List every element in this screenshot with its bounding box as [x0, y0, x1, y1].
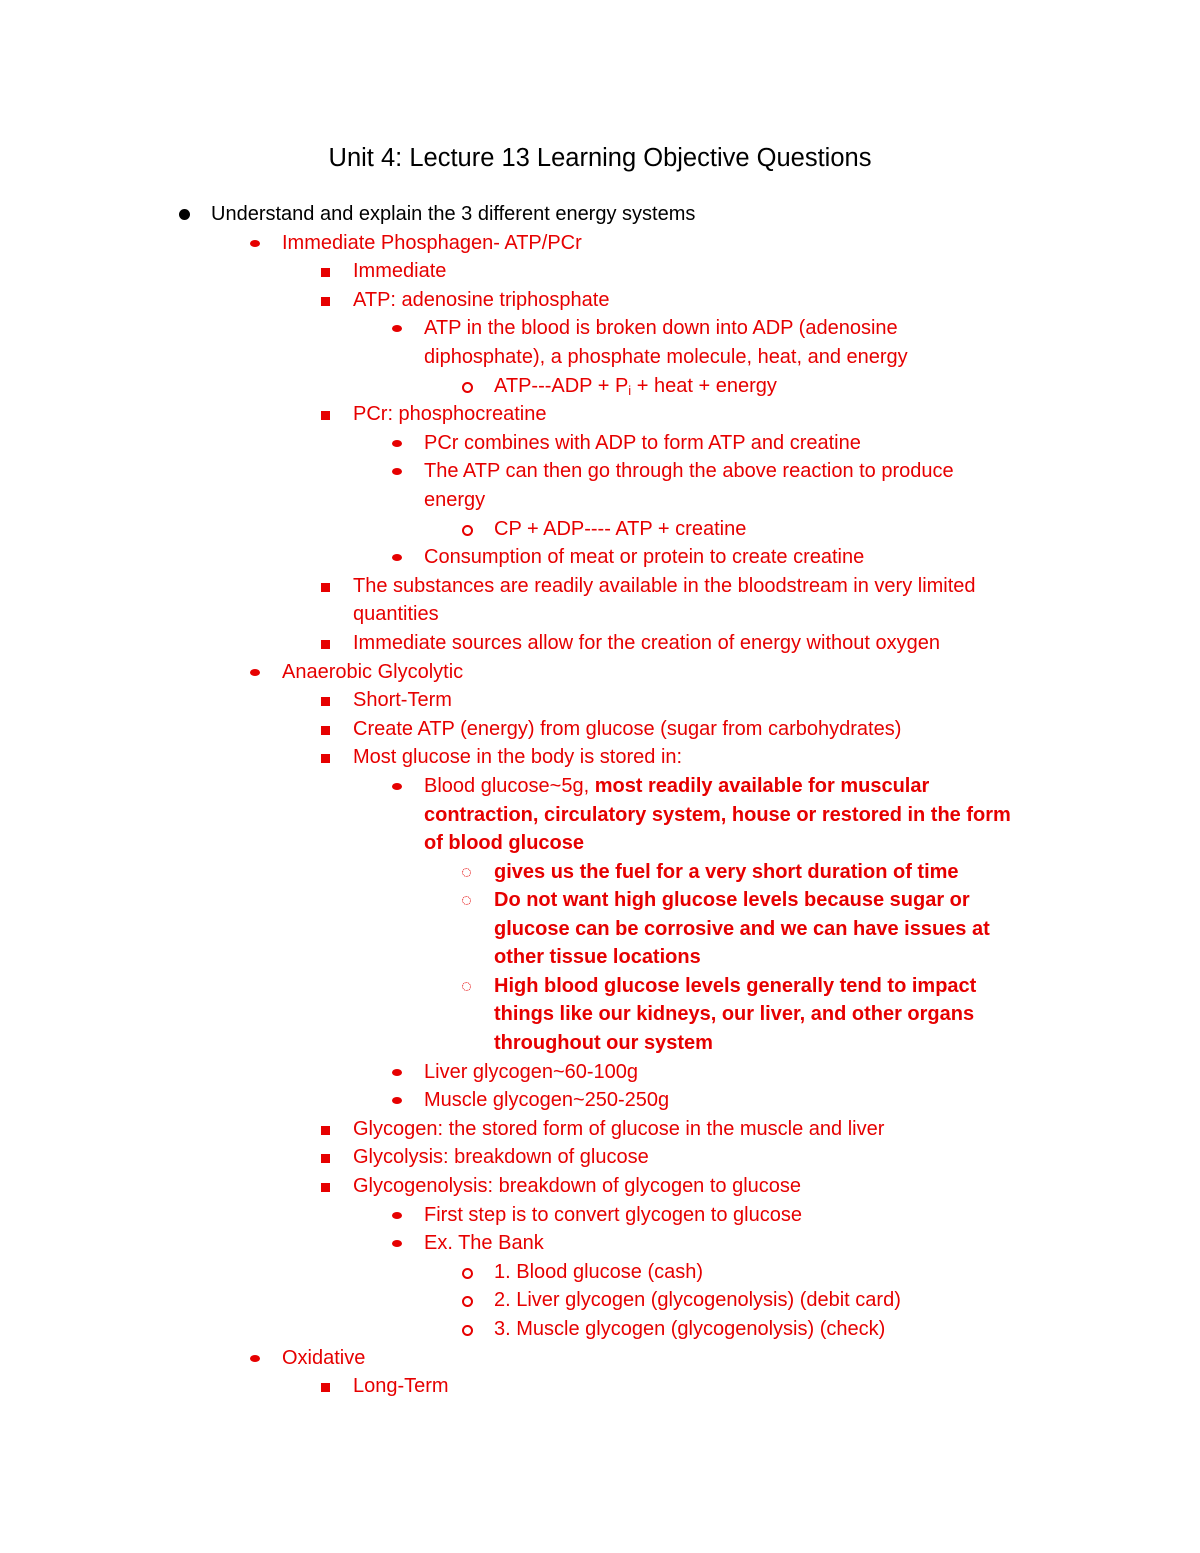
- dotted-circle-bullet-icon: [457, 886, 477, 915]
- square-bullet-icon: [316, 1115, 336, 1144]
- square-bullet-icon: [316, 572, 336, 601]
- square-bullet-icon: [316, 286, 336, 315]
- list-item: ATP in the blood is broken down into ADP (adenosine: [387, 314, 898, 343]
- list-item: First step is to convert glycogen to glucose: [387, 1201, 802, 1230]
- dot-bullet-icon: [245, 658, 265, 687]
- page-title: Unit 4: Lecture 13 Learning Objective Questions: [328, 144, 872, 172]
- list-item: 3. Muscle glycogen (glycogenolysis) (check): [457, 1315, 885, 1344]
- list-item: Glycogenolysis: breakdown of glycogen to glucose: [316, 1172, 801, 1201]
- square-bullet-icon: [316, 1143, 336, 1172]
- list-item-continuation: glucose can be corrosive and we can have issues at: [494, 918, 990, 940]
- list-item: Immediate Phosphagen- ATP/PCr: [245, 229, 582, 258]
- list-item-continuation: energy: [424, 489, 486, 511]
- square-bullet-icon: [316, 1172, 336, 1201]
- list-item-continuation: contraction, circulatory system, house or restored in the form: [424, 804, 1011, 826]
- dot-bullet-icon: [387, 772, 407, 801]
- list-item: ATP: adenosine triphosphate: [316, 286, 609, 315]
- circle-bullet-icon: [457, 372, 477, 401]
- list-item: Understand and explain the 3 different energy systems: [175, 200, 695, 229]
- dot-bullet-icon: [387, 1086, 407, 1115]
- list-item: Anaerobic Glycolytic: [245, 658, 463, 687]
- dot-bullet-icon: [387, 1058, 407, 1087]
- list-item-continuation: diphosphate), a phosphate molecule, heat, and energy: [424, 346, 908, 368]
- list-item: Oxidative: [245, 1344, 365, 1373]
- list-item: Blood glucose~5g, most readily available for muscular: [387, 772, 929, 801]
- list-item: The substances are readily available in the bloodstream in very limited: [316, 572, 976, 601]
- dot-bullet-icon: [387, 543, 407, 572]
- list-item: PCr combines with ADP to form ATP and creatine: [387, 429, 861, 458]
- dot-bullet-icon: [387, 1201, 407, 1230]
- dotted-circle-bullet-icon: [457, 858, 477, 887]
- dotted-circle-bullet-icon: [457, 972, 477, 1001]
- list-item: Muscle glycogen~250-250g: [387, 1086, 669, 1115]
- list-item: Most glucose in the body is stored in:: [316, 743, 682, 772]
- square-bullet-icon: [316, 715, 336, 744]
- square-bullet-icon: [316, 629, 336, 658]
- dot-bullet-icon: [387, 314, 407, 343]
- list-item: $ATP---ADP + P_i$ + heat + energy: [457, 372, 777, 401]
- list-item: Ex. The Bank: [387, 1229, 544, 1258]
- square-bullet-icon: [316, 400, 336, 429]
- square-bullet-icon: [316, 257, 336, 286]
- square-bullet-icon: [316, 1372, 336, 1401]
- circle-bullet-icon: [457, 1315, 477, 1344]
- list-item-continuation: throughout our system: [494, 1032, 713, 1054]
- circle-bullet-icon: [457, 515, 477, 544]
- list-item: Glycolysis: breakdown of glucose: [316, 1143, 649, 1172]
- list-item: Short-Term: [316, 686, 452, 715]
- dot-bullet-icon: [387, 429, 407, 458]
- dot-bullet-icon: [387, 1229, 407, 1258]
- list-item: CP + ADP---- ATP + creatine: [457, 515, 746, 544]
- square-bullet-icon: [316, 686, 336, 715]
- list-item-continuation: other tissue locations: [494, 946, 701, 968]
- list-item: PCr: phosphocreatine: [316, 400, 546, 429]
- list-item: High blood glucose levels generally tend to impact: [457, 972, 976, 1001]
- list-item: Create ATP (energy) from glucose (sugar from carbohydrates): [316, 715, 901, 744]
- list-item: Immediate sources allow for the creation of energy without oxygen: [316, 629, 940, 658]
- list-item: Immediate: [316, 257, 446, 286]
- list-item: Glycogen: the stored form of glucose in the muscle and liver: [316, 1115, 884, 1144]
- disc-bullet-icon: [175, 200, 195, 229]
- list-item: 2. Liver glycogen (glycogenolysis) (debit card): [457, 1286, 901, 1315]
- dot-bullet-icon: [387, 457, 407, 486]
- circle-bullet-icon: [457, 1286, 477, 1315]
- dot-bullet-icon: [245, 229, 265, 258]
- list-item-continuation: of blood glucose: [424, 832, 584, 854]
- list-item-continuation: things like our kidneys, our liver, and other organs: [494, 1003, 975, 1025]
- list-item: Long-Term: [316, 1372, 449, 1401]
- list-item: Do not want high glucose levels because sugar or: [457, 886, 970, 915]
- dot-bullet-icon: [245, 1344, 265, 1373]
- square-bullet-icon: [316, 743, 336, 772]
- list-item: Liver glycogen~60-100g: [387, 1058, 638, 1087]
- list-item: The ATP can then go through the above reaction to produce: [387, 457, 954, 486]
- circle-bullet-icon: [457, 1258, 477, 1287]
- list-item: gives us the fuel for a very short duration of time: [457, 858, 959, 887]
- list-item-continuation: quantities: [353, 603, 439, 625]
- list-item: 1. Blood glucose (cash): [457, 1258, 703, 1287]
- list-item: Consumption of meat or protein to create creatine: [387, 543, 864, 572]
